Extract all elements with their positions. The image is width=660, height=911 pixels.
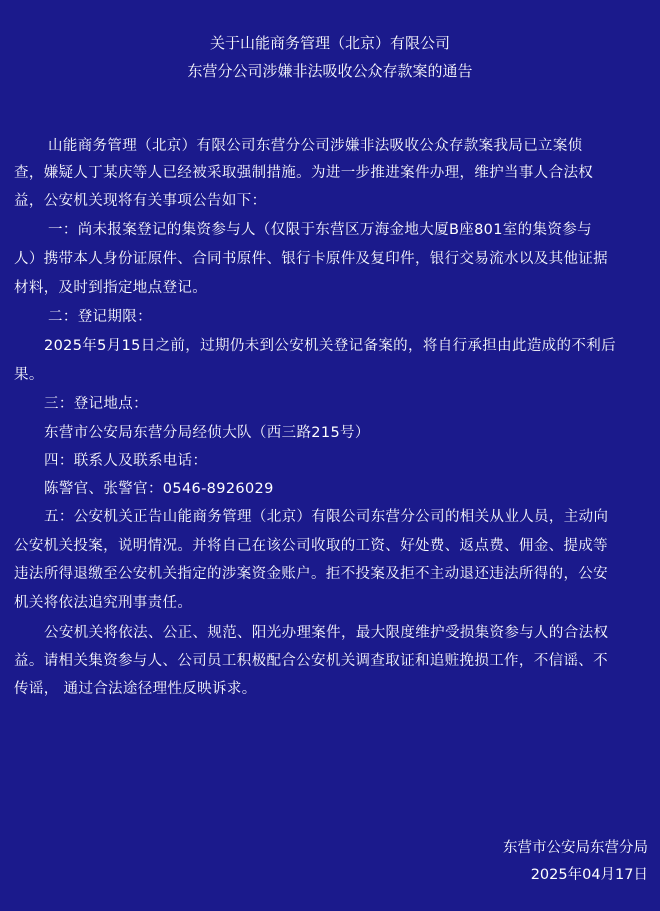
- body-line: 五：公安机关正告山能商务管理（北京）有限公司东营分公司的相关从业人员，主动向: [44, 509, 609, 525]
- body-line: 传谣， 通过合法途径理性反映诉求。: [14, 681, 257, 697]
- body-line: 益。请相关集资参与人、公司员工积极配合公安机关调查取证和追赃挽损工作，不信谣、不: [14, 653, 608, 669]
- notice-title-line-2: 东营分公司涉嫌非法吸收公众存款案的通告: [187, 62, 473, 80]
- body-line: 公安机关投案，说明情况。并将自己在该公司收取的工资、好处费、返点费、佣金、提成等: [14, 538, 608, 554]
- body-line: 四：联系人及联系电话：: [44, 453, 208, 469]
- body-line: 材料，及时到指定地点登记。: [14, 280, 208, 296]
- body-line: 二：登记期限：: [48, 309, 152, 325]
- body-line: 2025年5月15日之前，过期仍未到公安机关登记备案的，将自行承担由此造成的不利后: [44, 338, 616, 354]
- body-line: 三：登记地点：: [44, 396, 148, 412]
- body-line: 违法所得退缴至公安机关指定的涉案资金账户。拒不投案及拒不主动退还违法所得的，公安: [14, 566, 608, 582]
- body-line: 果。: [14, 367, 44, 383]
- body-line: 查，嫌疑人丁某庆等人已经被采取强制措施。为进一步推进案件办理，维护当事人合法权: [14, 165, 594, 181]
- issue-date: 2025年04月17日: [530, 867, 648, 883]
- body-line: 山能商务管理（北京）有限公司东营分公司涉嫌非法吸收公众存款案我局已立案侦: [48, 138, 583, 154]
- body-line: 公安机关将依法、公正、规范、阳光办理案件，最大限度维护受损集资参与人的合法权: [44, 625, 609, 641]
- issuer-signature: 东营市公安局东营分局: [503, 840, 648, 856]
- body-line: 一：尚未报案登记的集资参与人（仅限于东营区万海金地大厦B座801室的集资参与: [48, 222, 592, 238]
- notice-title-line-1: 关于山能商务管理（北京）有限公司: [209, 34, 450, 52]
- body-line: 东营市公安局东营分局经侦大队（西三路215号）: [44, 425, 370, 441]
- body-line: 人）携带本人身份证原件、合同书原件、银行卡原件及复印件，银行交易流水以及其他证据: [14, 251, 608, 267]
- body-line: 机关将依法追究刑事责任。: [14, 595, 193, 611]
- body-line: 益，公安机关现将有关事项公告如下：: [14, 193, 267, 209]
- body-line: 陈警官、张警官：0546-8926029: [44, 481, 274, 497]
